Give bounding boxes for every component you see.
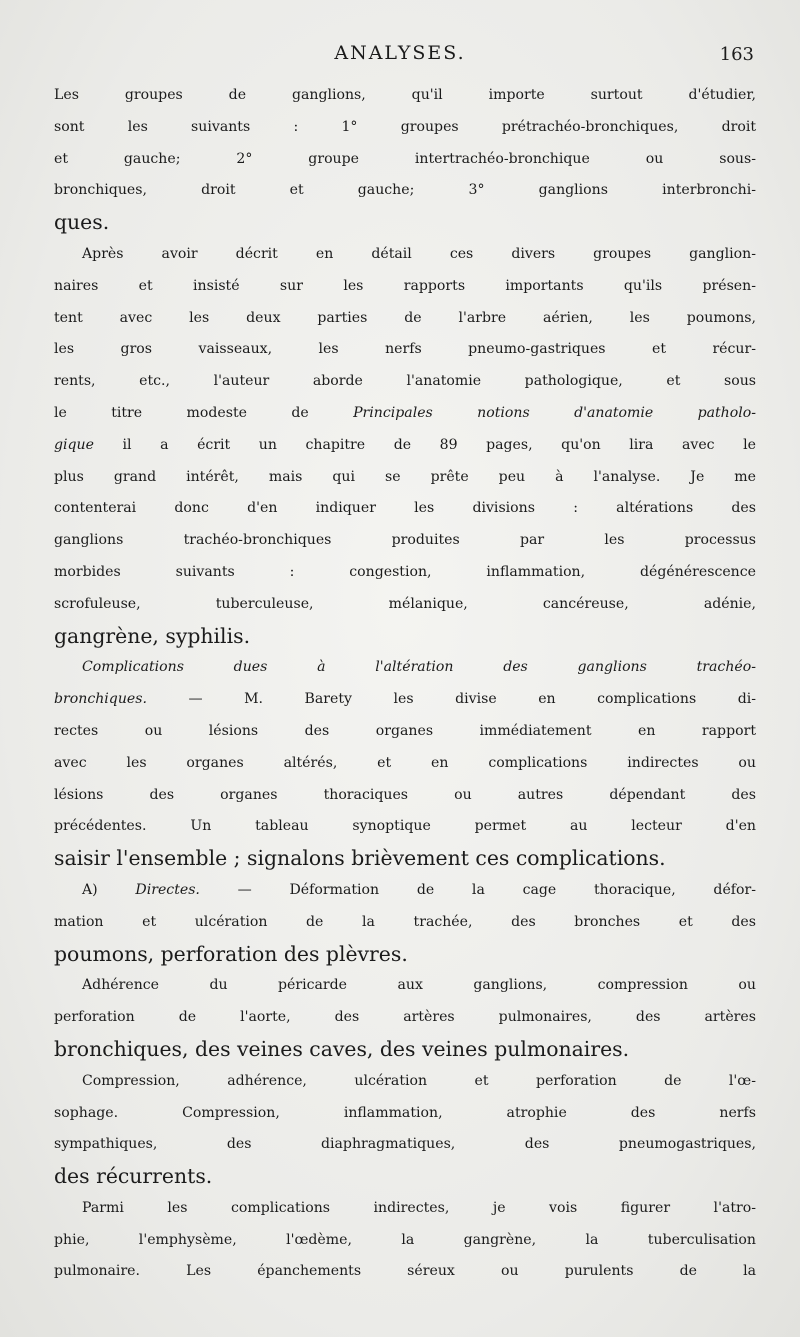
text-line bbox=[54, 112, 756, 144]
body-text bbox=[54, 80, 756, 1310]
text-run: rents, etc., l'auteur aborde l'anatomie pathologique, et sous bbox=[54, 373, 756, 390]
text-run: — M. Barety les divise en complications di- bbox=[146, 691, 756, 708]
text-run: A) bbox=[82, 881, 136, 898]
text-line bbox=[54, 271, 756, 303]
text-line bbox=[54, 843, 756, 875]
text-run: il a écrit un chapitre de 89 pages, qu'on lira avec le bbox=[93, 436, 756, 453]
text-line bbox=[54, 780, 756, 812]
text-run: perforation de l'aorte, des artères pulmonaires, des artères bbox=[54, 1009, 756, 1026]
text-line bbox=[54, 716, 756, 748]
text-line bbox=[54, 366, 756, 398]
text-run: tent avec les deux parties de l'arbre aérien, les poumons, bbox=[54, 309, 756, 326]
text-line bbox=[54, 144, 756, 176]
text-run: rectes ou lésions des organes immédiatement en rapport bbox=[54, 722, 756, 739]
italic-text: Complications dues à l'altération des ganglions trachéo- bbox=[82, 659, 756, 676]
text-run: phie, l'emphysème, l'œdème, la gangrène, la tuberculisation bbox=[54, 1231, 756, 1248]
text-run: plus grand intérêt, mais qui se prête peu à l'analyse. Je me bbox=[54, 468, 756, 485]
running-title: ANALYSES. bbox=[334, 42, 466, 64]
text-run: ganglions trachéo-bronchiques produites par les processus bbox=[54, 532, 756, 549]
text-line bbox=[54, 1002, 756, 1034]
italic-text: Principales notions d'anatomie patholo- bbox=[353, 404, 756, 421]
text-line bbox=[54, 1161, 756, 1193]
text-run: Adhérence du péricarde aux ganglions, compression ou bbox=[82, 977, 756, 994]
running-head bbox=[0, 38, 800, 68]
text-run: — Déformation de la cage thoracique, défor- bbox=[199, 881, 756, 898]
text-line bbox=[54, 907, 756, 939]
text-line bbox=[54, 652, 756, 684]
text-run: gangrène, syphilis. bbox=[54, 623, 251, 648]
text-line bbox=[54, 525, 756, 557]
text-line bbox=[54, 621, 756, 653]
text-line bbox=[54, 557, 756, 589]
text-run: Les groupes de ganglions, qu'il importe surtout d'étudier, bbox=[54, 87, 756, 103]
text-line bbox=[54, 462, 756, 494]
text-run: bronchiques, des veines caves, des veines pulmonaires. bbox=[54, 1036, 630, 1061]
text-run: mation et ulcération de la trachée, des bronches et des bbox=[54, 913, 756, 930]
text-run: sophage. Compression, inflammation, atrophie des nerfs bbox=[54, 1104, 756, 1121]
text-run: sont les suivants : 1° groupes prétrachéo-bronchiques, droit bbox=[54, 118, 756, 135]
text-run: Parmi les complications indirectes, je vois figurer l'atro- bbox=[82, 1199, 756, 1216]
text-line bbox=[54, 1034, 756, 1066]
text-run: bronchiques, droit et gauche; 3° ganglions interbronchi- bbox=[54, 182, 756, 199]
text-run: sympathiques, des diaphragmatiques, des pneumogastriques, bbox=[54, 1136, 756, 1153]
text-run: saisir l'ensemble ; signalons brièvement ces complications. bbox=[54, 846, 666, 871]
text-run: Après avoir décrit en détail ces divers groupes ganglion- bbox=[82, 245, 756, 262]
text-line bbox=[54, 1225, 756, 1257]
text-run: les gros vaisseaux, les nerfs pneumo-gastriques et récur- bbox=[54, 341, 756, 358]
text-run: scrofuleuse, tuberculeuse, mélanique, cancéreuse, adénie, bbox=[54, 595, 756, 612]
text-run: avec les organes altérés, et en complications indirectes ou bbox=[54, 754, 756, 771]
text-line bbox=[54, 1066, 756, 1098]
text-line bbox=[54, 1256, 756, 1288]
text-run: le titre modeste de bbox=[54, 404, 354, 421]
text-run: poumons, perforation des plèvres. bbox=[54, 941, 408, 966]
text-run: pulmonaire. Les épanchements séreux ou purulents de la bbox=[54, 1263, 756, 1280]
text-line bbox=[54, 239, 756, 271]
text-line bbox=[54, 1129, 756, 1161]
text-run: morbides suivants : congestion, inflammation, dégénérescence bbox=[54, 563, 756, 580]
text-run: contenterai donc d'en indiquer les divisions : altérations des bbox=[54, 500, 756, 517]
text-line bbox=[54, 811, 756, 843]
text-line bbox=[54, 684, 756, 716]
text-run: ques. bbox=[54, 210, 110, 235]
italic-text: bronchiques. bbox=[54, 691, 147, 708]
italic-text: Directes. bbox=[135, 881, 200, 898]
text-line bbox=[54, 80, 756, 112]
text-line bbox=[54, 748, 756, 780]
italic-text: gique bbox=[54, 436, 94, 453]
text-line bbox=[54, 303, 756, 335]
text-line bbox=[54, 398, 756, 430]
text-line bbox=[54, 493, 756, 525]
text-run: lésions des organes thoraciques ou autres dépendant des bbox=[54, 786, 756, 803]
text-line bbox=[54, 207, 756, 239]
text-line bbox=[54, 875, 756, 907]
text-line bbox=[54, 430, 756, 462]
text-line bbox=[54, 1193, 756, 1225]
text-line bbox=[54, 1098, 756, 1130]
text-line bbox=[54, 175, 756, 207]
text-run: précédentes. Un tableau synoptique permet au lecteur d'en bbox=[54, 818, 756, 835]
text-line bbox=[54, 939, 756, 971]
text-run: naires et insisté sur les rapports importants qu'ils présen- bbox=[54, 277, 756, 294]
text-line bbox=[54, 334, 756, 366]
text-run: Compression, adhérence, ulcération et perforation de l'œ- bbox=[82, 1072, 756, 1089]
text-run: des récurrents. bbox=[54, 1164, 213, 1189]
text-line bbox=[54, 589, 756, 621]
text-line bbox=[54, 970, 756, 1002]
page-number: 163 bbox=[719, 44, 754, 65]
text-run: et gauche; 2° groupe intertrachéo-bronchique ou sous- bbox=[54, 150, 756, 167]
